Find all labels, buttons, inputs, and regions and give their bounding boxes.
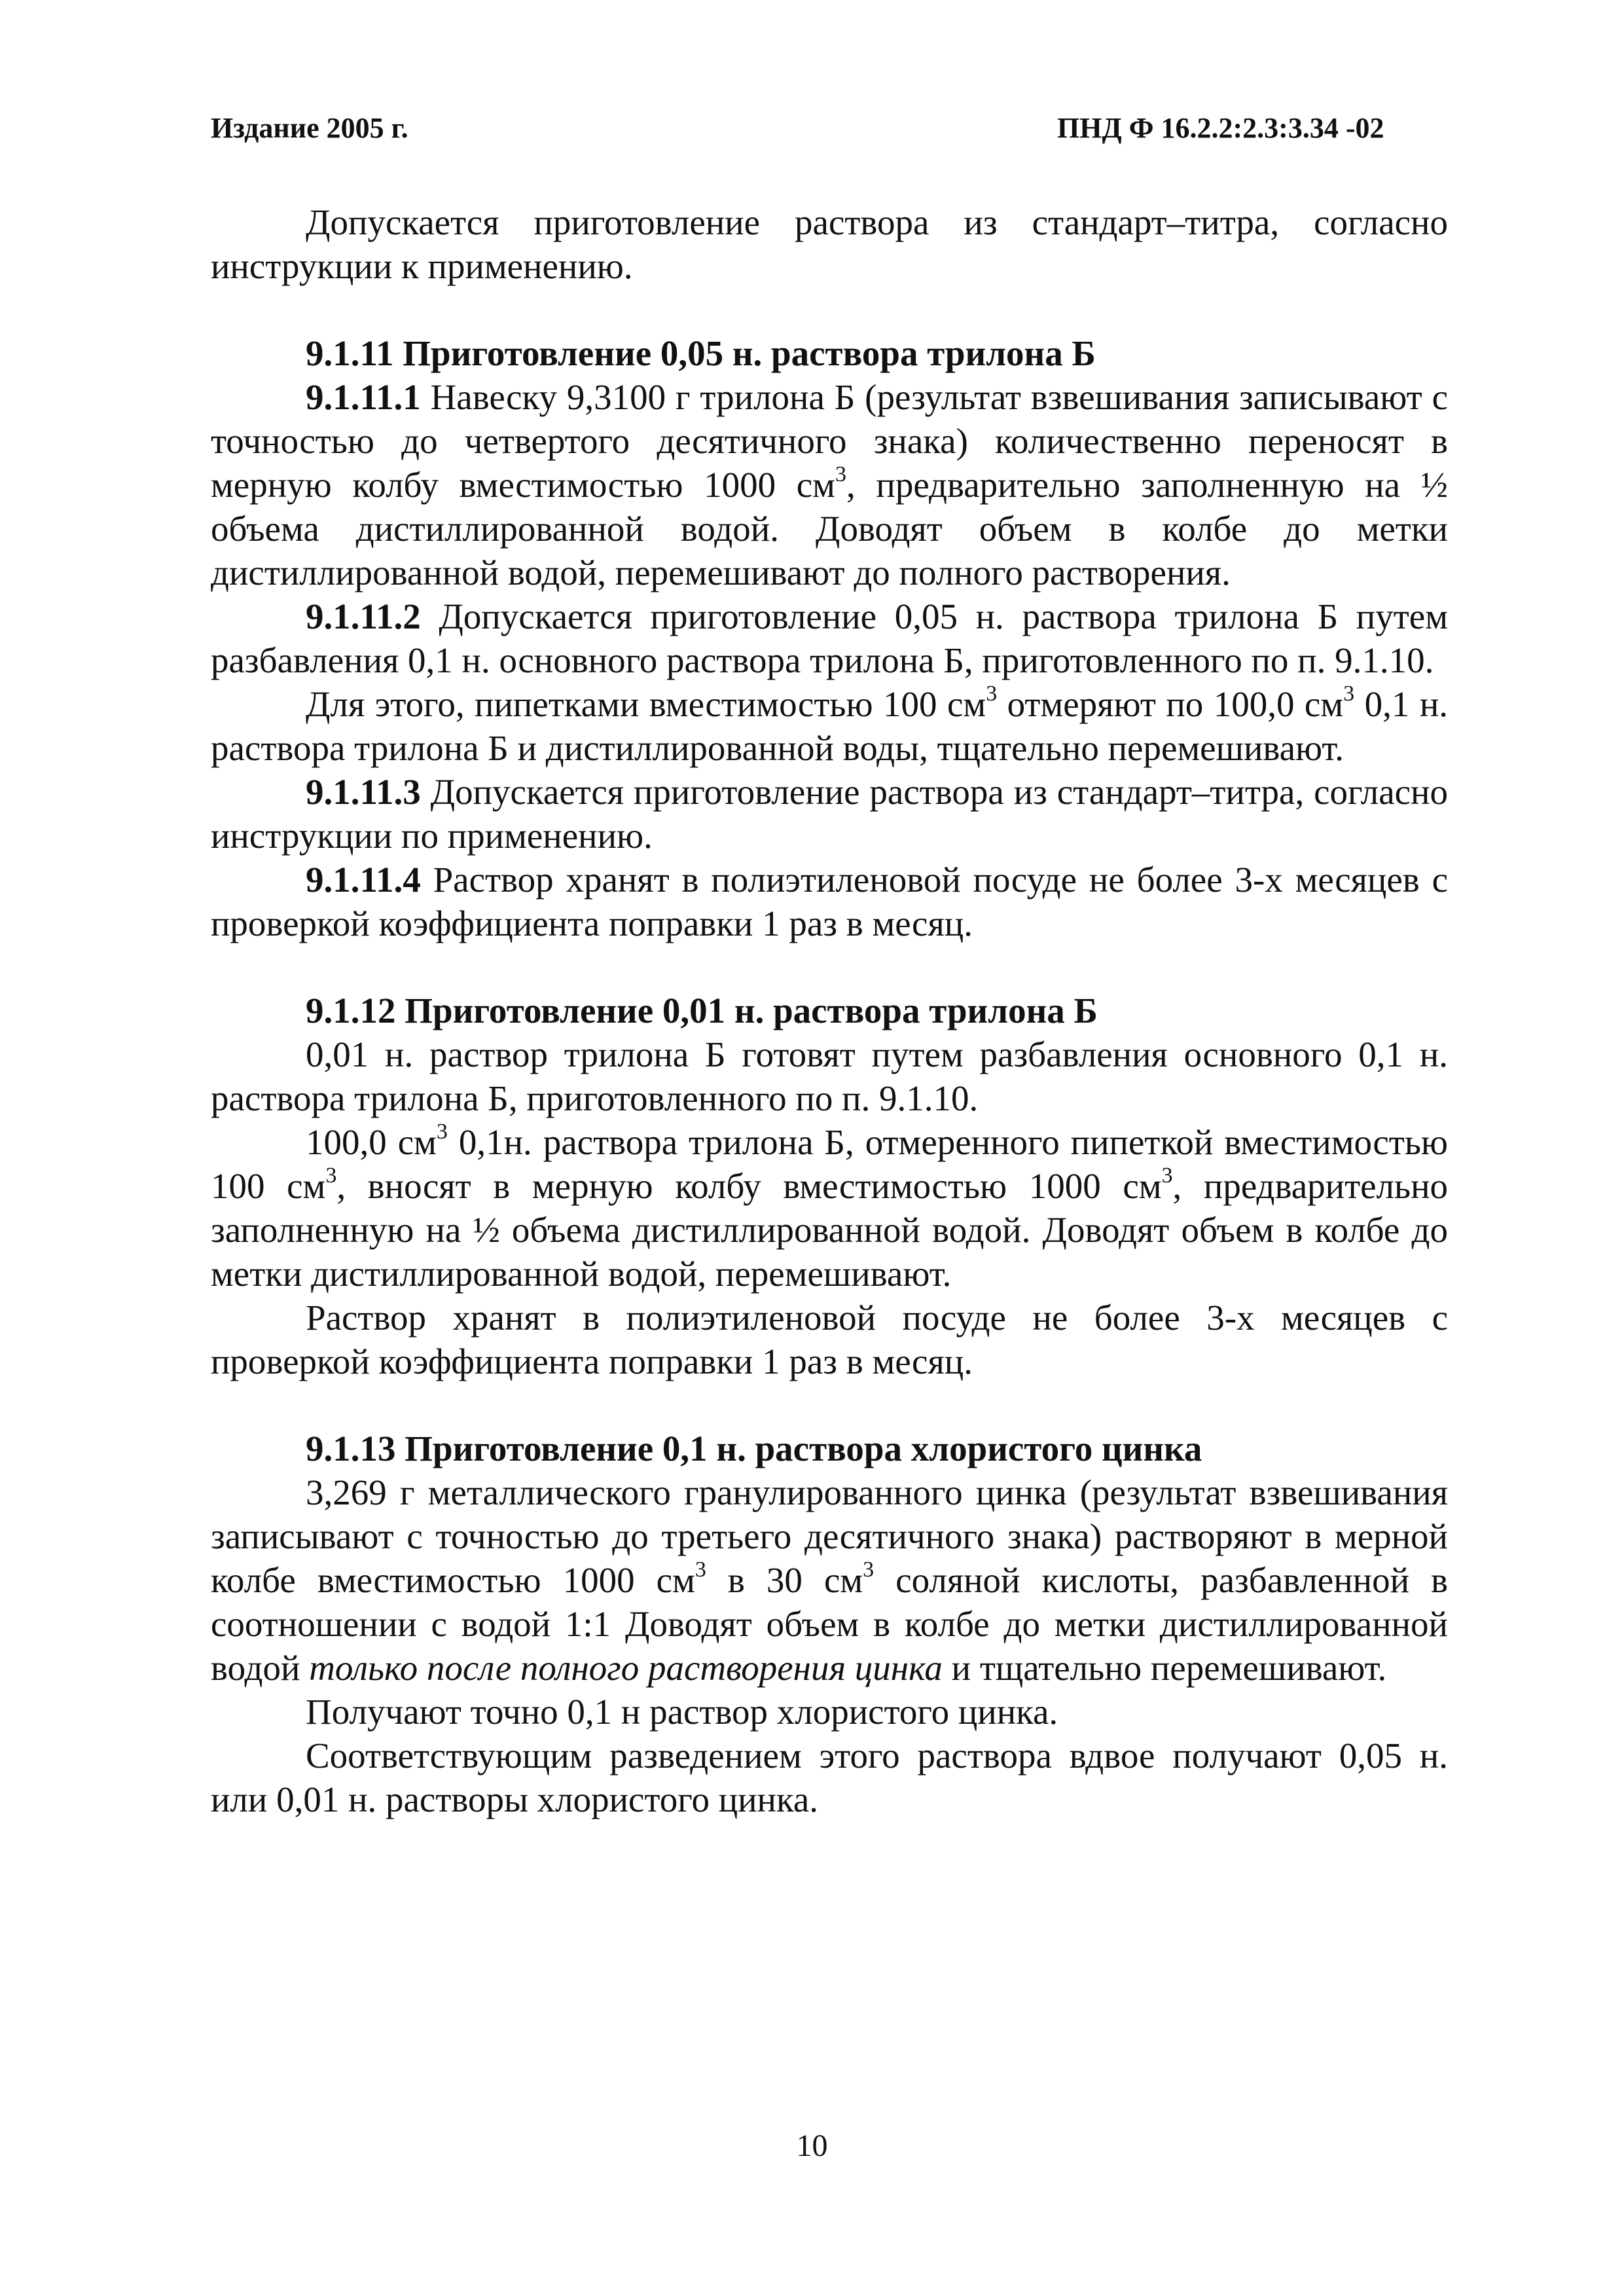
paragraph-text: , вносят в мерную колбу вместимостью 1000 см bbox=[336, 1166, 1162, 1206]
paragraph-text: соляной кислоты, разбавленной в соотношении с водой 1:1 Доводят объем в колбе до метки дистиллированной водой bbox=[211, 1560, 1449, 1688]
document-code: ПНД Ф 16.2.2:2.3:3.34 -02 bbox=[1057, 112, 1384, 144]
paragraph-9-1-11-1 bbox=[211, 375, 1448, 594]
superscript: 3 bbox=[863, 1558, 875, 1582]
section-heading-9-1-12: 9.1.12 Приготовление 0,01 н. раствора трилона Б bbox=[306, 991, 1098, 1030]
superscript: 3 bbox=[695, 1558, 706, 1582]
paragraph-text: Для этого, пипетками вместимостью 100 см bbox=[306, 684, 986, 724]
section-spacer bbox=[211, 288, 1448, 331]
section-heading-9-1-13: 9.1.13 Приготовление 0,1 н. раствора хлористого цинка bbox=[306, 1429, 1202, 1468]
section-spacer bbox=[211, 945, 1448, 989]
paragraph-text: 100,0 см bbox=[306, 1122, 437, 1162]
paragraph-s13-1 bbox=[211, 1470, 1448, 1690]
paragraph-text: 0,1н. раствора трилона Б, отмеренного пипеткой вместимостью 100 см bbox=[211, 1122, 1448, 1206]
paragraph-text: Допускается приготовление 0,05 н. раствора трилона Б путем разбавления 0,1 н. основного раствора трилона Б, приготовленного по п. 9.1.10. bbox=[211, 596, 1448, 680]
paragraph-9-1-11-4 bbox=[211, 858, 1448, 945]
intro-paragraph: Допускается приготовление раствора из стандарт–титра, согласно инструкции к применению. bbox=[211, 202, 1448, 286]
paragraph-9-1-11-3 bbox=[211, 770, 1448, 858]
section-heading-9-1-11: 9.1.11 Приготовление 0,05 н. раствора трилона Б bbox=[306, 333, 1096, 373]
superscript: 3 bbox=[325, 1163, 337, 1188]
italic-emphasis: только после полного растворения цинка bbox=[309, 1648, 943, 1688]
clause-number: 9.1.11.1 bbox=[306, 377, 421, 417]
paragraph-9-1-11-2 bbox=[211, 594, 1448, 682]
superscript: 3 bbox=[436, 1120, 448, 1144]
superscript: 3 bbox=[1161, 1163, 1173, 1188]
page-number: 10 bbox=[796, 2128, 828, 2163]
clause-number: 9.1.11.2 bbox=[306, 596, 421, 636]
paragraph-s12-2 bbox=[211, 1120, 1448, 1296]
paragraph-s12-1: 0,01 н. раствор трилона Б готовят путем разбавления основного 0,1 н. раствора трилона Б, приготовленного по п. 9.1.10. bbox=[211, 1034, 1448, 1118]
section-spacer bbox=[211, 1383, 1448, 1427]
document-body bbox=[211, 200, 1448, 1821]
superscript: 3 bbox=[1343, 682, 1355, 706]
clause-number: 9.1.11.3 bbox=[306, 772, 421, 812]
paragraph-text: отмеряют по 100,0 см bbox=[997, 684, 1344, 724]
paragraph-dilution bbox=[211, 682, 1448, 770]
paragraph-s12-3: Раствор хранят в полиэтиленовой посуде не более 3-х месяцев с проверкой коэффициента поправки 1 раз в месяц. bbox=[211, 1298, 1448, 1381]
superscript: 3 bbox=[835, 462, 846, 486]
paragraph-text: , предварительно заполненную на ½ объема дистиллированной водой. Доводят объем в колбе до метки дистиллированной водой, перемешивают до полного растворения. bbox=[211, 465, 1448, 592]
paragraph-text: 3,269 г металлического гранулированного цинка (результат взвешивания записывают с точностью до третьего десятичного знака) растворяют в мерной колбе вместимостью 1000 см bbox=[211, 1472, 1448, 1600]
paragraph-text: Допускается приготовление раствора из стандарт–титра, согласно инструкции по применению. bbox=[211, 772, 1448, 856]
edition-label: Издание 2005 г. bbox=[211, 112, 408, 144]
paragraph-text: и тщательно перемешивают. bbox=[942, 1648, 1387, 1688]
paragraph-text: Раствор хранят в полиэтиленовой посуде не более 3-х месяцев с проверкой коэффициента поправки 1 раз в месяц. bbox=[211, 860, 1448, 943]
paragraph-s13-3: Соответствующим разведением этого раствора вдвое получают 0,05 н. или 0,01 н. растворы хлористого цинка. bbox=[211, 1736, 1448, 1819]
clause-number: 9.1.11.4 bbox=[306, 860, 421, 900]
paragraph-s13-2: Получают точно 0,1 н раствор хлористого цинка. bbox=[306, 1692, 1058, 1732]
paragraph-text: , предварительно заполненную на ½ объема дистиллированной водой. Доводят объем в колбе до метки дистиллированной водой, перемешивают. bbox=[211, 1166, 1448, 1294]
paragraph-text: в 30 см bbox=[706, 1560, 863, 1600]
paragraph-text: Навеску 9,3100 г трилона Б (результат взвешивания записывают с точностью до четвертого десятичного знака) количественно переносят в мерную колбу вместимостью 1000 см bbox=[211, 377, 1448, 505]
paragraph-text: 0,1 н. раствора трилона Б и дистиллированной воды, тщательно перемешивают. bbox=[211, 684, 1449, 768]
superscript: 3 bbox=[986, 682, 998, 706]
